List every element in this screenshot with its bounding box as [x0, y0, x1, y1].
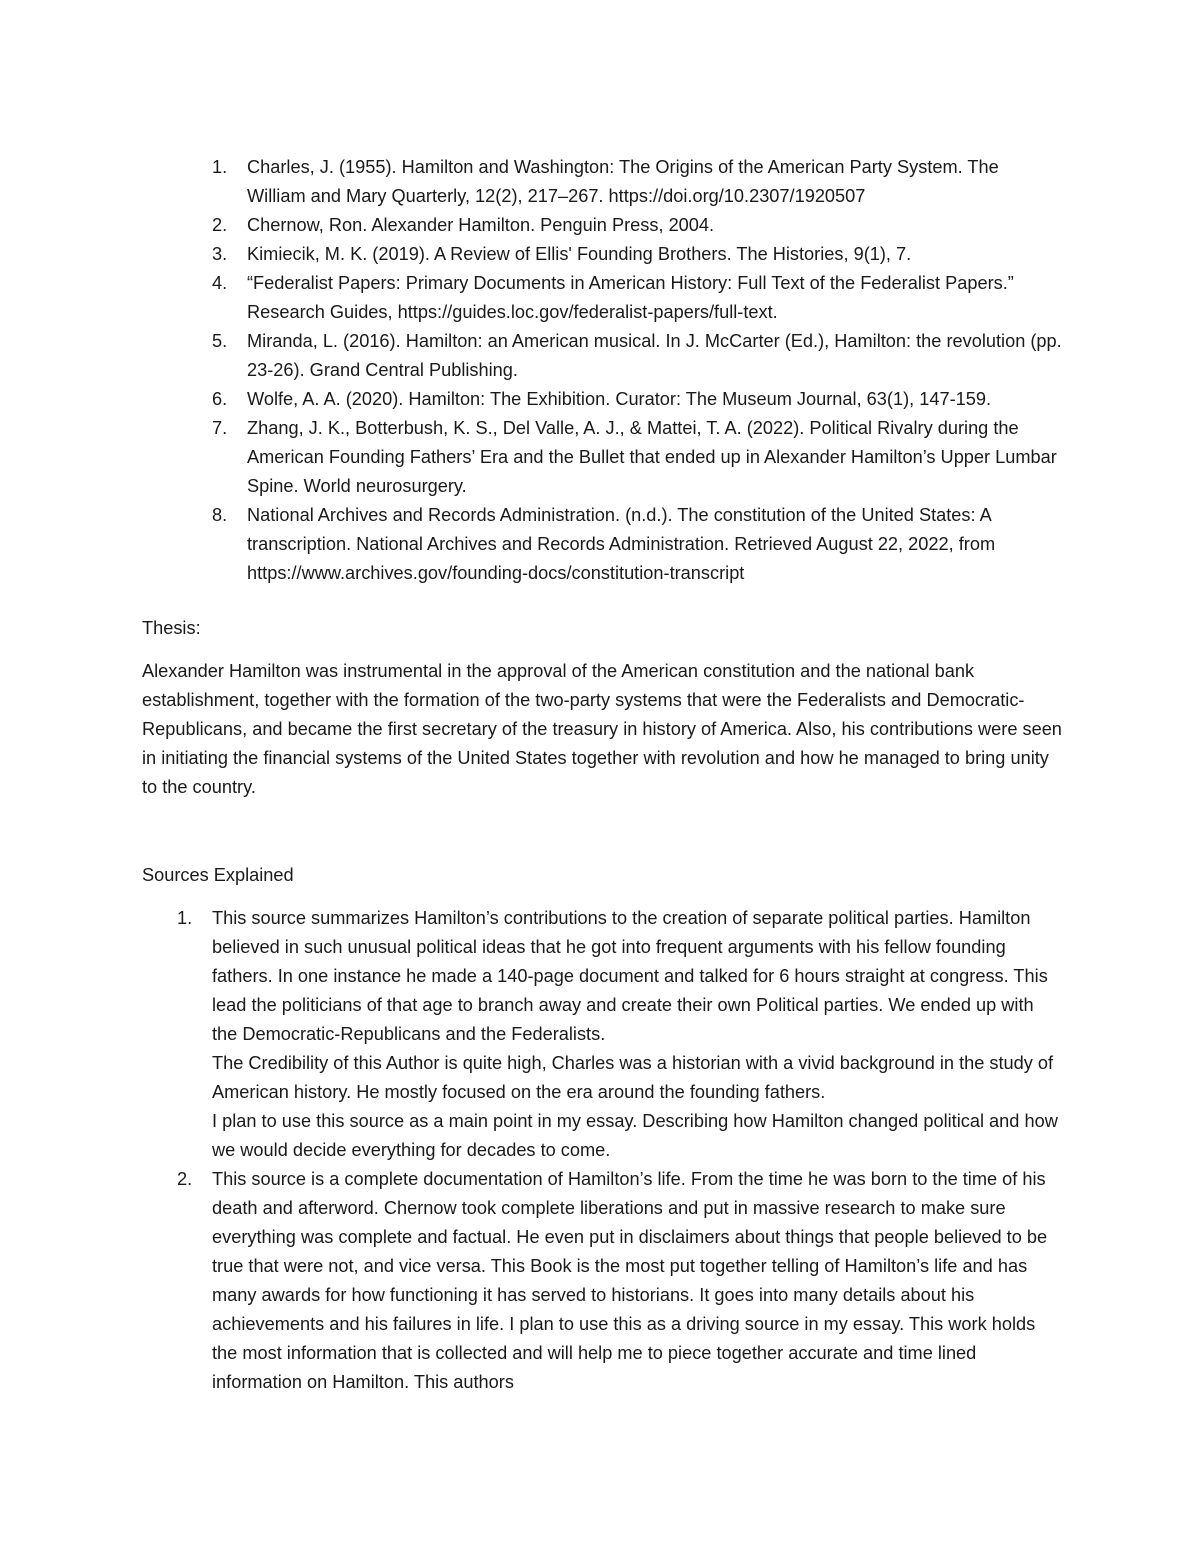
reference-number: 1.	[212, 157, 228, 177]
thesis-heading: Thesis:	[142, 618, 201, 638]
reference-number: 6.	[212, 389, 228, 409]
sources-explained-heading: Sources Explained	[142, 865, 294, 885]
reference-number: 3.	[212, 244, 228, 264]
reference-item	[142, 414, 1062, 501]
source-explanation-item	[142, 1165, 1062, 1397]
reference-item	[142, 240, 1062, 269]
document-content	[142, 153, 1062, 1397]
source-explanation-item	[142, 904, 1062, 1165]
source-usage-plan: I plan to use this source as a main point in my essay. Describing how Hamilton changed political and how we would decide everything for decades to come.	[212, 1111, 1058, 1160]
reference-text: Zhang, J. K., Botterbush, K. S., Del Valle, A. J., & Mattei, T. A. (2022). Political Rivalry during the American Founding Fathers’ Era and the Bullet that ended up in Alexander Hamilton’s Upper Lumbar Spine. World neurosurgery.	[247, 418, 1057, 496]
source-summary: This source summarizes Hamilton’s contributions to the creation of separate political parties. Hamilton believed in such unusual political ideas that he got into frequent arguments with his fellow founding fathers. In one instance he made a 140-page document and talked for 6 hours straight at congress. This lead the politicians of that age to branch away and create their own Political parties. We ended up with the Democratic-Republicans and the Federalists.	[212, 908, 1048, 1044]
source-number: 1.	[177, 908, 193, 928]
reference-number: 2.	[212, 215, 228, 235]
reference-text: Chernow, Ron. Alexander Hamilton. Penguin Press, 2004.	[247, 215, 715, 235]
reference-item	[142, 385, 1062, 414]
reference-list	[142, 153, 1062, 588]
reference-number: 5.	[212, 331, 228, 351]
reference-text: “Federalist Papers: Primary Documents in American History: Full Text of the Federalist Papers.” Research Guides, https://guides.loc.gov/federalist-papers/full-text.	[247, 273, 1014, 322]
source-credibility: The Credibility of this Author is quite high, Charles was a historian with a vivid background in the study of American history. He mostly focused on the era around the founding fathers.	[212, 1053, 1054, 1102]
reference-text: National Archives and Records Administration. (n.d.). The constitution of the United States: A transcription. National Archives and Records Administration. Retrieved August 22, 2022, from https://www.archives.gov/founding-docs/constitution-transcript	[247, 505, 996, 583]
reference-number: 4.	[212, 273, 228, 293]
reference-number: 7.	[212, 418, 228, 438]
reference-number: 8.	[212, 505, 228, 525]
reference-item	[142, 211, 1062, 240]
source-number: 2.	[177, 1169, 193, 1189]
thesis-paragraph: Alexander Hamilton was instrumental in the approval of the American constitution and the national bank establishment, together with the formation of the two-party systems that were the Federalists and Democratic-Republicans, and became the first secretary of the treasury in history of America. Also, his contributions were seen in initiating the financial systems of the United States together with revolution and how he managed to bring unity to the country.	[142, 661, 1062, 797]
reference-text: Miranda, L. (2016). Hamilton: an American musical. In J. McCarter (Ed.), Hamilton: the revolution (pp. 23-26). Grand Central Publishing.	[247, 331, 1062, 380]
reference-item	[142, 327, 1062, 385]
source-summary: This source is a complete documentation of Hamilton’s life. From the time he was born to the time of his death and afterword. Chernow took complete liberations and put in massive research to make sure everything was complete and factual. He even put in disclaimers about things that people believed to be true that were not, and vice versa. This Book is the most put together telling of Hamilton’s life and has many awards for how functioning it has served to historians. It goes into many details about his achievements and his failures in life. I plan to use this as a driving source in my essay. This work holds the most information that is collected and will help me to piece together accurate and time lined information on Hamilton. This authors	[212, 1169, 1048, 1392]
reference-item	[142, 501, 1062, 588]
reference-item	[142, 269, 1062, 327]
reference-item	[142, 153, 1062, 211]
reference-text: Kimiecik, M. K. (2019). A Review of Ellis' Founding Brothers. The Histories, 9(1), 7.	[247, 244, 912, 264]
sources-explained-list	[142, 904, 1062, 1397]
reference-text: Charles, J. (1955). Hamilton and Washington: The Origins of the American Party System. The William and Mary Quarterly, 12(2), 217–267. https://doi.org/10.2307/1920507	[247, 157, 999, 206]
reference-text: Wolfe, A. A. (2020). Hamilton: The Exhibition. Curator: The Museum Journal, 63(1), 147-159.	[247, 389, 992, 409]
